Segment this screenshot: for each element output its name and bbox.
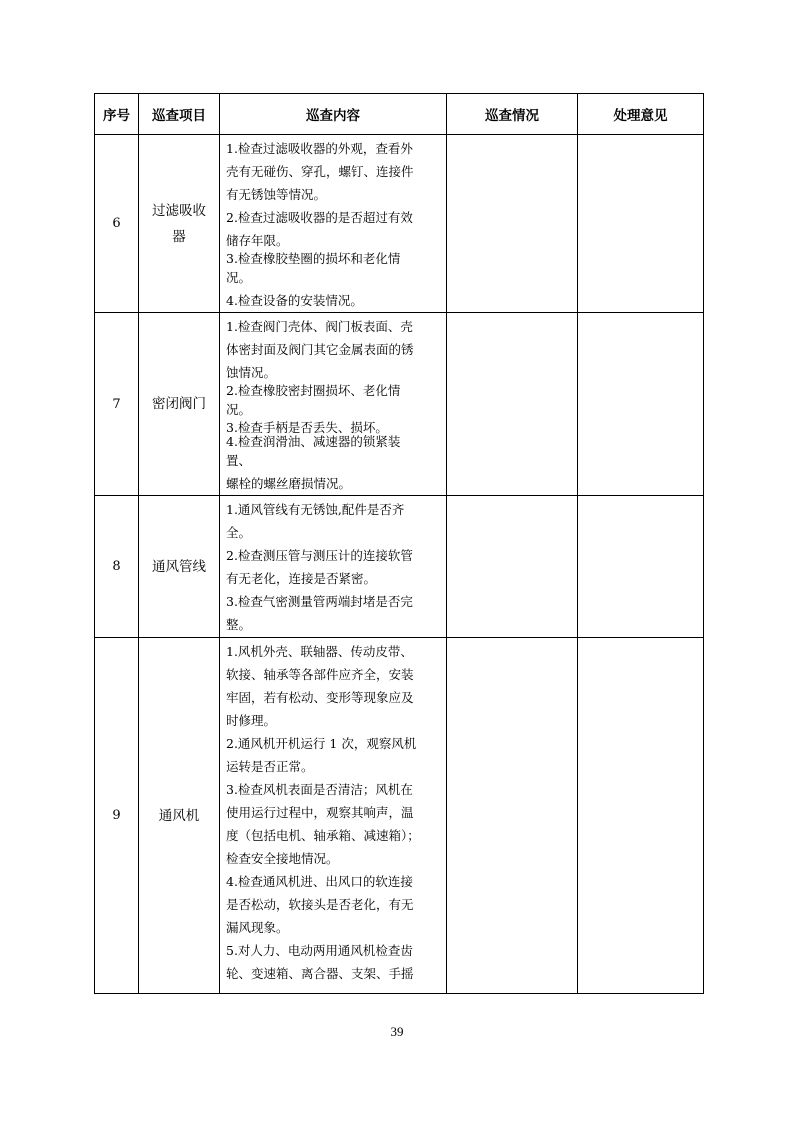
inspection-situation-cell <box>447 135 578 313</box>
serial-number: 6 <box>95 135 139 313</box>
inspection-situation-cell <box>447 638 578 994</box>
inspection-content <box>220 313 447 496</box>
inspection-content <box>220 638 447 994</box>
content-line: 壳有无碰伤、穿孔，螺钉、连接件 <box>226 164 414 179</box>
handling-opinion-cell <box>578 135 704 313</box>
content-line: 况。 <box>226 270 252 285</box>
content-line: 蚀情况。 <box>226 365 277 380</box>
content-line: 2.检查测压管与测压计的连接软管 <box>226 548 413 563</box>
content-line: 有无老化，连接是否紧密。 <box>226 571 377 586</box>
table-row <box>95 313 704 496</box>
serial-number: 8 <box>95 496 139 638</box>
content-line: 3.检查手柄是否丢失、损坏。 <box>226 420 388 435</box>
content-line: 2.检查过滤吸收器的是否超过有效 <box>226 210 413 225</box>
header-content: 巡查内容 <box>220 94 447 135</box>
content-line: 置、 <box>226 453 252 468</box>
inspection-content <box>220 496 447 638</box>
content-line: 况。 <box>226 402 252 417</box>
serial-number: 9 <box>95 638 139 994</box>
page-number: 39 <box>390 1024 404 1039</box>
inspection-situation-cell <box>447 496 578 638</box>
content-line: 4.检查通风机进、出风口的软连接 <box>226 874 413 889</box>
content-line: 软接、轴承等各部件应齐全，安装 <box>226 667 414 682</box>
inspection-item <box>139 313 220 496</box>
inspection-item <box>139 638 220 994</box>
serial-number: 7 <box>95 313 139 496</box>
content-line: 整。 <box>226 617 252 632</box>
content-line: 体密封面及阀门其它金属表面的锈 <box>226 342 414 357</box>
header-row <box>95 94 704 135</box>
table-row <box>95 638 704 994</box>
item-line: 通风管线 <box>152 558 206 575</box>
content-line: 2.通风机开机运行 1 次，观察风机 <box>226 736 417 751</box>
inspection-content <box>220 135 447 313</box>
content-line: 使用运行过程中，观察其响声，温 <box>226 805 414 820</box>
content-line: 漏风现象。 <box>226 920 289 935</box>
content-line: 2.检查橡胶密封圈损坏、老化情 <box>226 383 401 398</box>
header-situation: 巡查情况 <box>447 94 578 135</box>
item-line: 器 <box>172 228 186 245</box>
item-line: 过滤吸收 <box>152 202 206 219</box>
content-line: 4.检查润滑油、减速器的锁紧装 <box>226 434 401 449</box>
content-line: 1.风机外壳、联轴器、传动皮带、 <box>226 644 413 659</box>
content-line: 1.通风管线有无锈蚀,配件是否齐 <box>226 502 405 517</box>
content-line: 螺栓的螺丝磨损情况。 <box>226 476 352 491</box>
handling-opinion-cell <box>578 496 704 638</box>
handling-opinion-cell <box>578 313 704 496</box>
content-line: 储存年限。 <box>226 233 289 248</box>
content-line: 3.检查风机表面是否清洁；风机在 <box>226 782 413 797</box>
content-line: 4.检查设备的安装情况。 <box>226 293 363 308</box>
header-item: 巡查项目 <box>139 94 220 135</box>
table-row <box>95 135 704 313</box>
content-line: 全。 <box>226 525 252 540</box>
header-serial: 序号 <box>95 94 139 135</box>
content-line: 时修理。 <box>226 713 277 728</box>
header-opinion: 处理意见 <box>578 94 704 135</box>
inspection-situation-cell <box>447 313 578 496</box>
content-line: 3.检查气密测量管两端封堵是否完 <box>226 594 413 609</box>
content-line: 1.检查过滤吸收器的外观，查看外 <box>226 141 413 156</box>
content-line: 度（包括电机、轴承箱、减速箱）； <box>226 828 420 843</box>
content-line: 牢固，若有松动、变形等现象应及 <box>226 690 414 705</box>
item-line: 通风机 <box>158 807 200 824</box>
handling-opinion-cell <box>578 638 704 994</box>
item-line: 密闭阀门 <box>152 396 206 412</box>
content-line: 3.检查橡胶垫圈的损坏和老化情 <box>226 251 401 266</box>
inspection-table <box>94 93 704 994</box>
content-line: 运转是否正常。 <box>226 759 314 774</box>
content-line: 是否松动，软接头是否老化，有无 <box>226 897 414 912</box>
content-line: 5.对人力、电动两用通风机检查齿 <box>226 943 413 958</box>
table-row <box>95 496 704 638</box>
content-line: 检查安全接地情况。 <box>226 851 339 866</box>
content-line: 有无锈蚀等情况。 <box>226 187 327 202</box>
inspection-item <box>139 496 220 638</box>
content-line: 1.检查阀门壳体、阀门板表面、壳 <box>226 319 413 334</box>
content-line: 轮、变速箱、离合器、支架、手摇 <box>226 966 414 981</box>
inspection-item <box>139 135 220 313</box>
